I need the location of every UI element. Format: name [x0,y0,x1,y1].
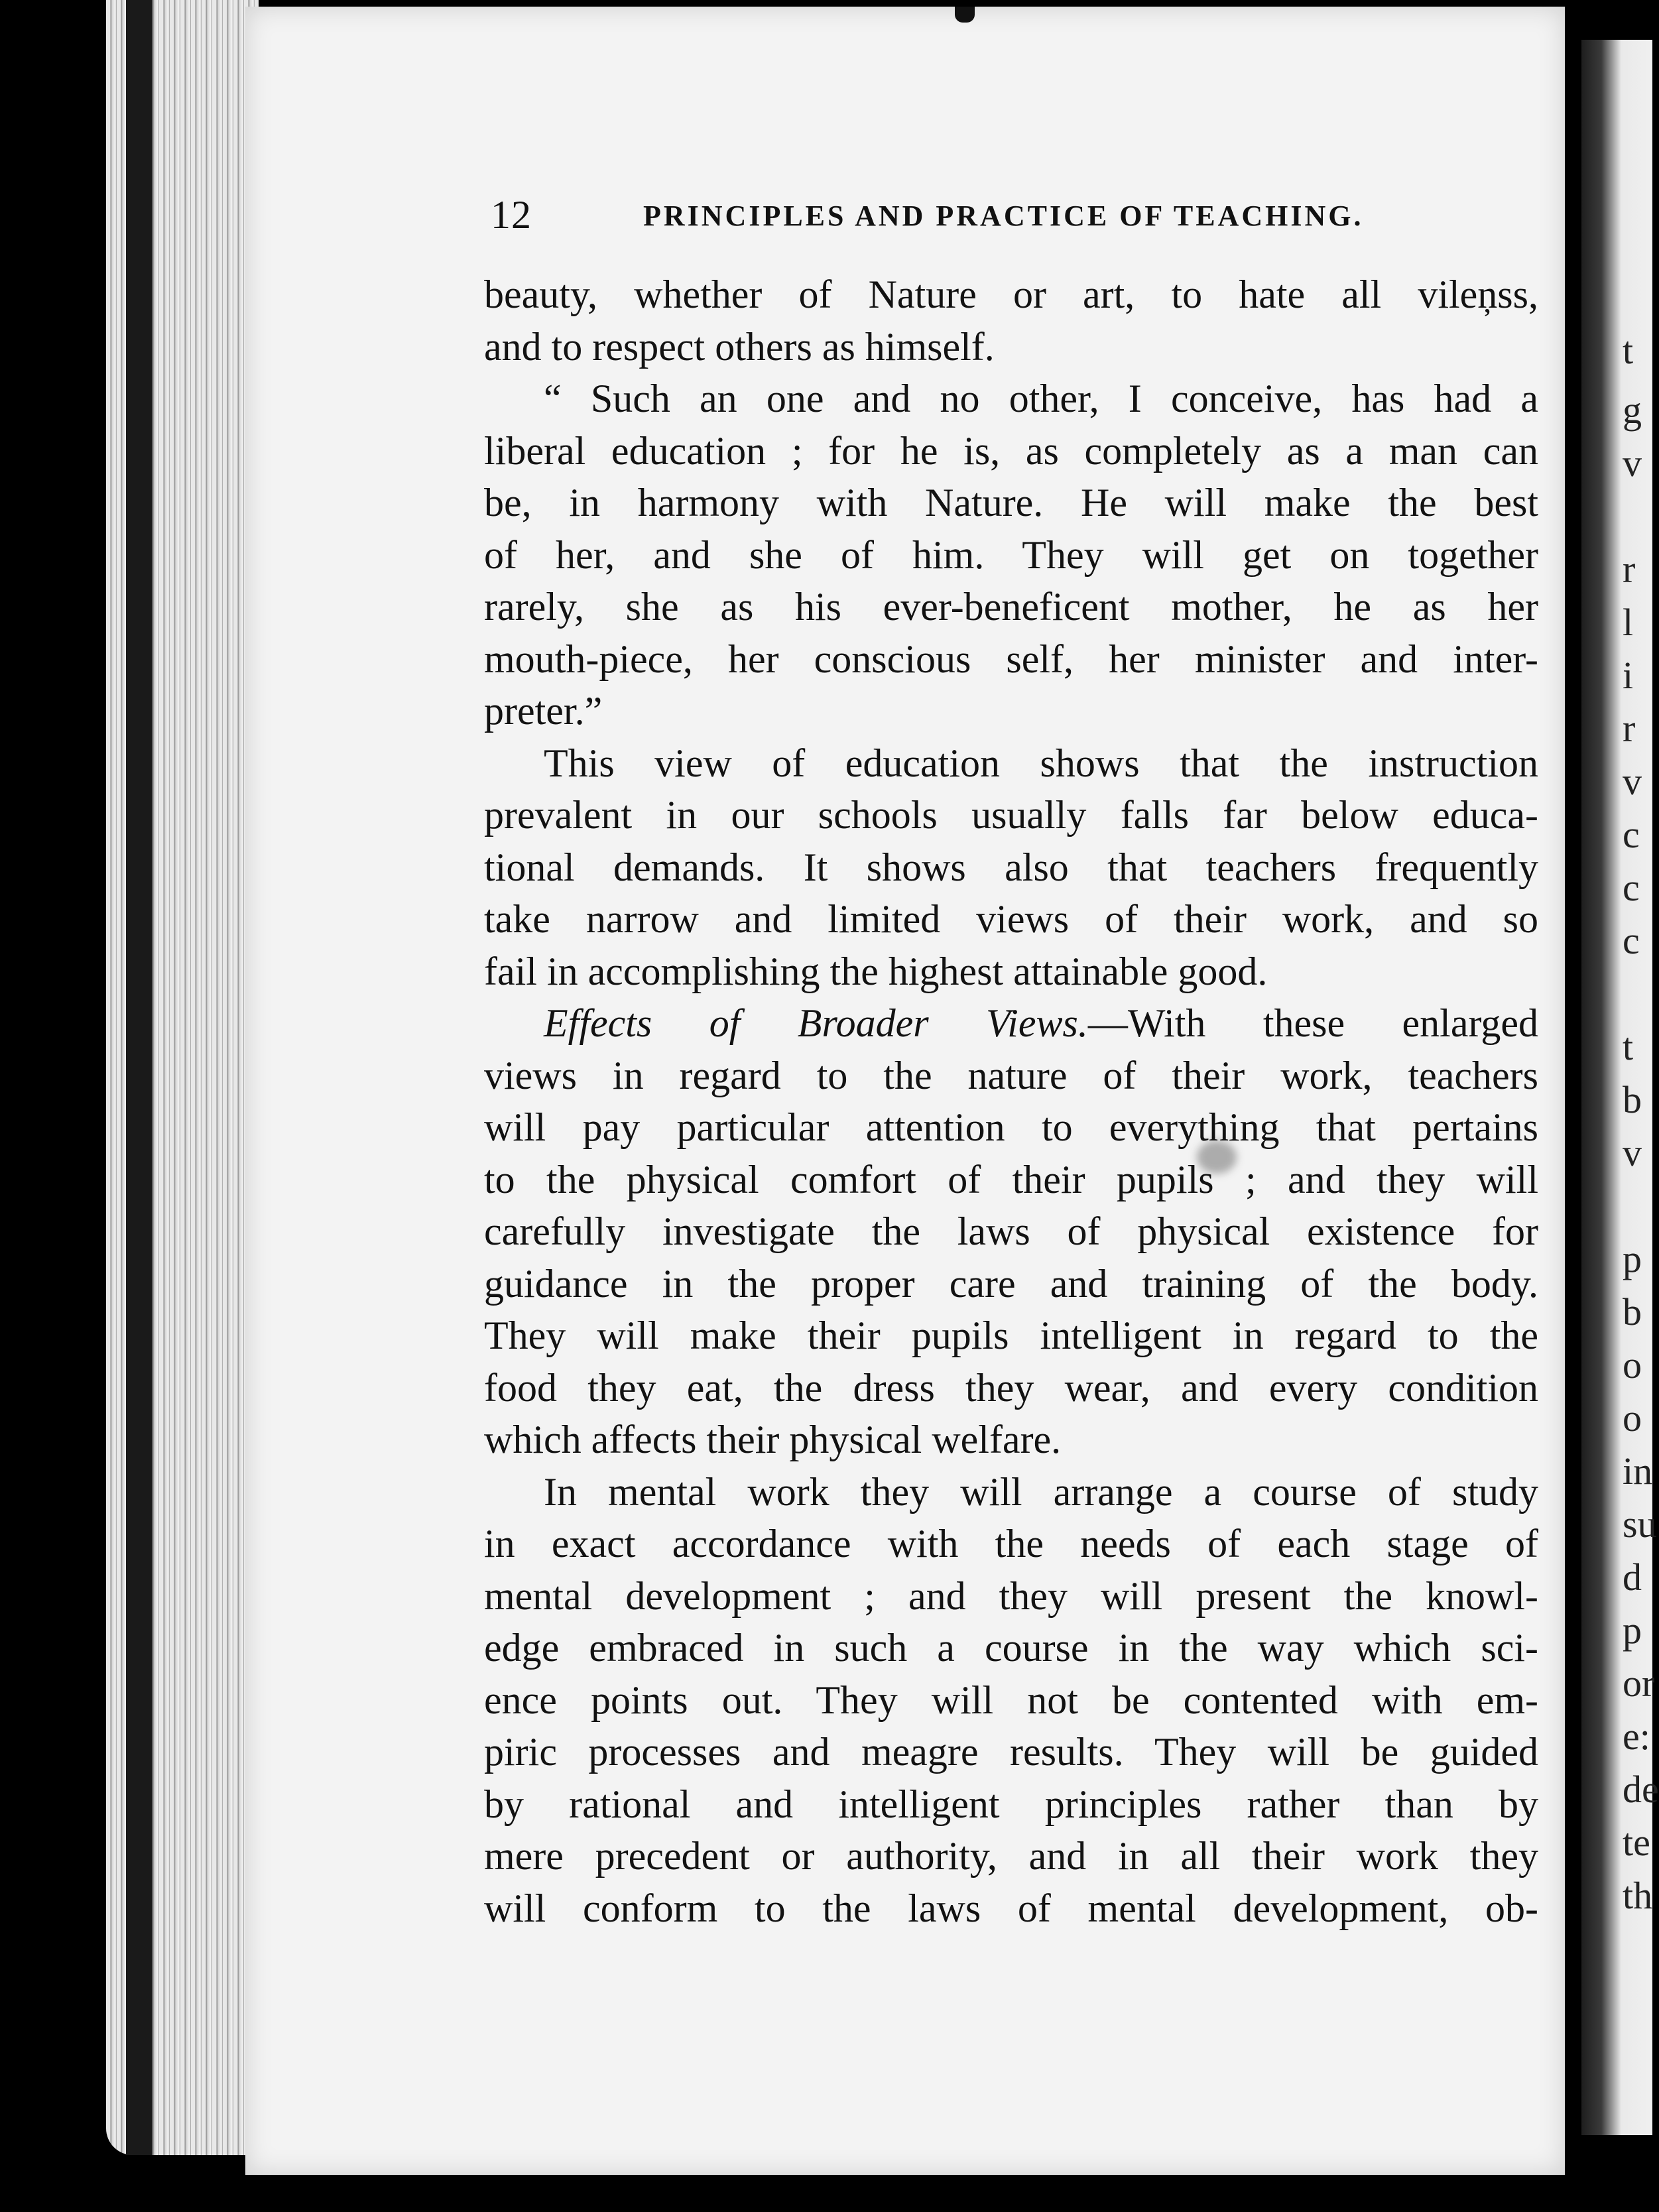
text-line: liberal education ; for he is, as completely as a man can [484,428,1538,473]
facing-fragment: r [1623,707,1636,750]
section-heading-continuation: —With these enlarged [1087,1001,1539,1045]
facing-fragment: b [1623,1290,1642,1333]
facing-fragment: b [1623,1078,1642,1121]
text-line: This view of education shows that the instruction [544,741,1538,785]
text-line: guidance in the proper care and training of the body. [484,1261,1538,1306]
text-line: mouth-piece, her conscious self, her minister and inter- [484,637,1538,681]
facing-fragment: o [1623,1396,1642,1440]
text-line: “ Such an one and no other, I conceive, has had a [544,377,1538,420]
text-line: mere precedent or authority, and in all their work they [484,1834,1538,1878]
text-line: prevalent in our schools usually falls far below educa- [484,793,1538,837]
text-line: in exact accordance with the needs of each stage of [484,1522,1538,1566]
text-line: carefully investigate the laws of physical existence for [484,1209,1538,1253]
text-line: of her, and she of him. They will get on together [484,532,1538,577]
facing-fragment: g [1623,389,1642,432]
facing-fragment: te [1623,1821,1650,1864]
text-line: rarely, she as his ever-beneficent mother, he as her [484,585,1538,629]
facing-fragment: v [1623,442,1642,485]
text-line: to the physical comfort of their pupils ; and they will [484,1157,1538,1201]
text-line: edge embraced in such a course in the way which sci- [484,1626,1538,1670]
facing-fragment: or [1623,1662,1655,1705]
text-line: take narrow and limited views of their work, and so [484,897,1538,941]
page-number: 12 [491,193,532,237]
facing-fragment: e: [1623,1715,1650,1758]
text-line: preter.” [484,689,603,733]
text-line: They will make their pupils intelligent in regard to the [484,1314,1538,1357]
facing-fragment: v [1623,760,1642,803]
facing-fragment: c [1623,919,1640,962]
text-line: mental development ; and they will present the knowl- [484,1573,1538,1618]
text-line: beauty, whether of Nature or art, to hate all vileņss, [484,273,1538,316]
text-line: tional demands. It shows also that teachers frequently [484,845,1538,889]
text-line: be, in harmony with Nature. He will make the best [484,481,1538,524]
body-text [484,269,1538,1934]
text-line: food they eat, the dress they wear, and every condition [484,1365,1538,1410]
facing-fragment: o [1623,1343,1642,1386]
text-line: will conform to the laws of mental development, ob- [484,1886,1538,1930]
section-heading: Effects of Broader Views. [544,1001,1088,1045]
facing-fragment: p [1623,1609,1642,1652]
text-line: In mental work they will arrange a course of study [544,1469,1538,1514]
facing-fragment: v [1623,1131,1642,1174]
facing-fragment: d [1623,1556,1642,1599]
text-line: will pay particular attention to everything that pertains [484,1105,1538,1149]
facing-fragment: th [1623,1874,1653,1917]
book-binding-shadow [126,0,153,2155]
facing-fragment: de [1623,1768,1659,1811]
running-title: PRINCIPLES AND PRACTICE OF TEACHING. [643,200,1364,232]
facing-fragment: t [1623,329,1634,372]
text-line: fail in accomplishing the highest attainable good. [484,949,1268,993]
text-line: and to respect others as himself. [484,324,995,369]
facing-fragment: su [1623,1503,1657,1546]
facing-fragment: i [1623,654,1634,697]
ink-smudge [1197,1140,1237,1174]
text-line: ence points out. They will not be contented with em- [484,1678,1538,1722]
text-line: piric processes and meagre results. They will be guided [484,1730,1538,1774]
facing-fragment: in [1623,1449,1653,1493]
text-line: by rational and intelligent principles rather than by [484,1782,1538,1826]
facing-page-edge [1581,40,1659,2135]
facing-fragment: t [1623,1025,1634,1068]
facing-fragment: c [1623,813,1640,856]
facing-fragment: c [1623,866,1640,909]
running-head [491,192,1419,239]
text-line: views in regard to the nature of their work, teachers [484,1053,1538,1097]
facing-fragment: p [1623,1237,1642,1280]
text-line: which affects their physical welfare. [484,1418,1062,1461]
binding-mark [955,7,975,23]
facing-fragment: l [1623,601,1634,644]
section-heading-line [484,997,1538,1050]
facing-fragment: r [1623,548,1636,591]
